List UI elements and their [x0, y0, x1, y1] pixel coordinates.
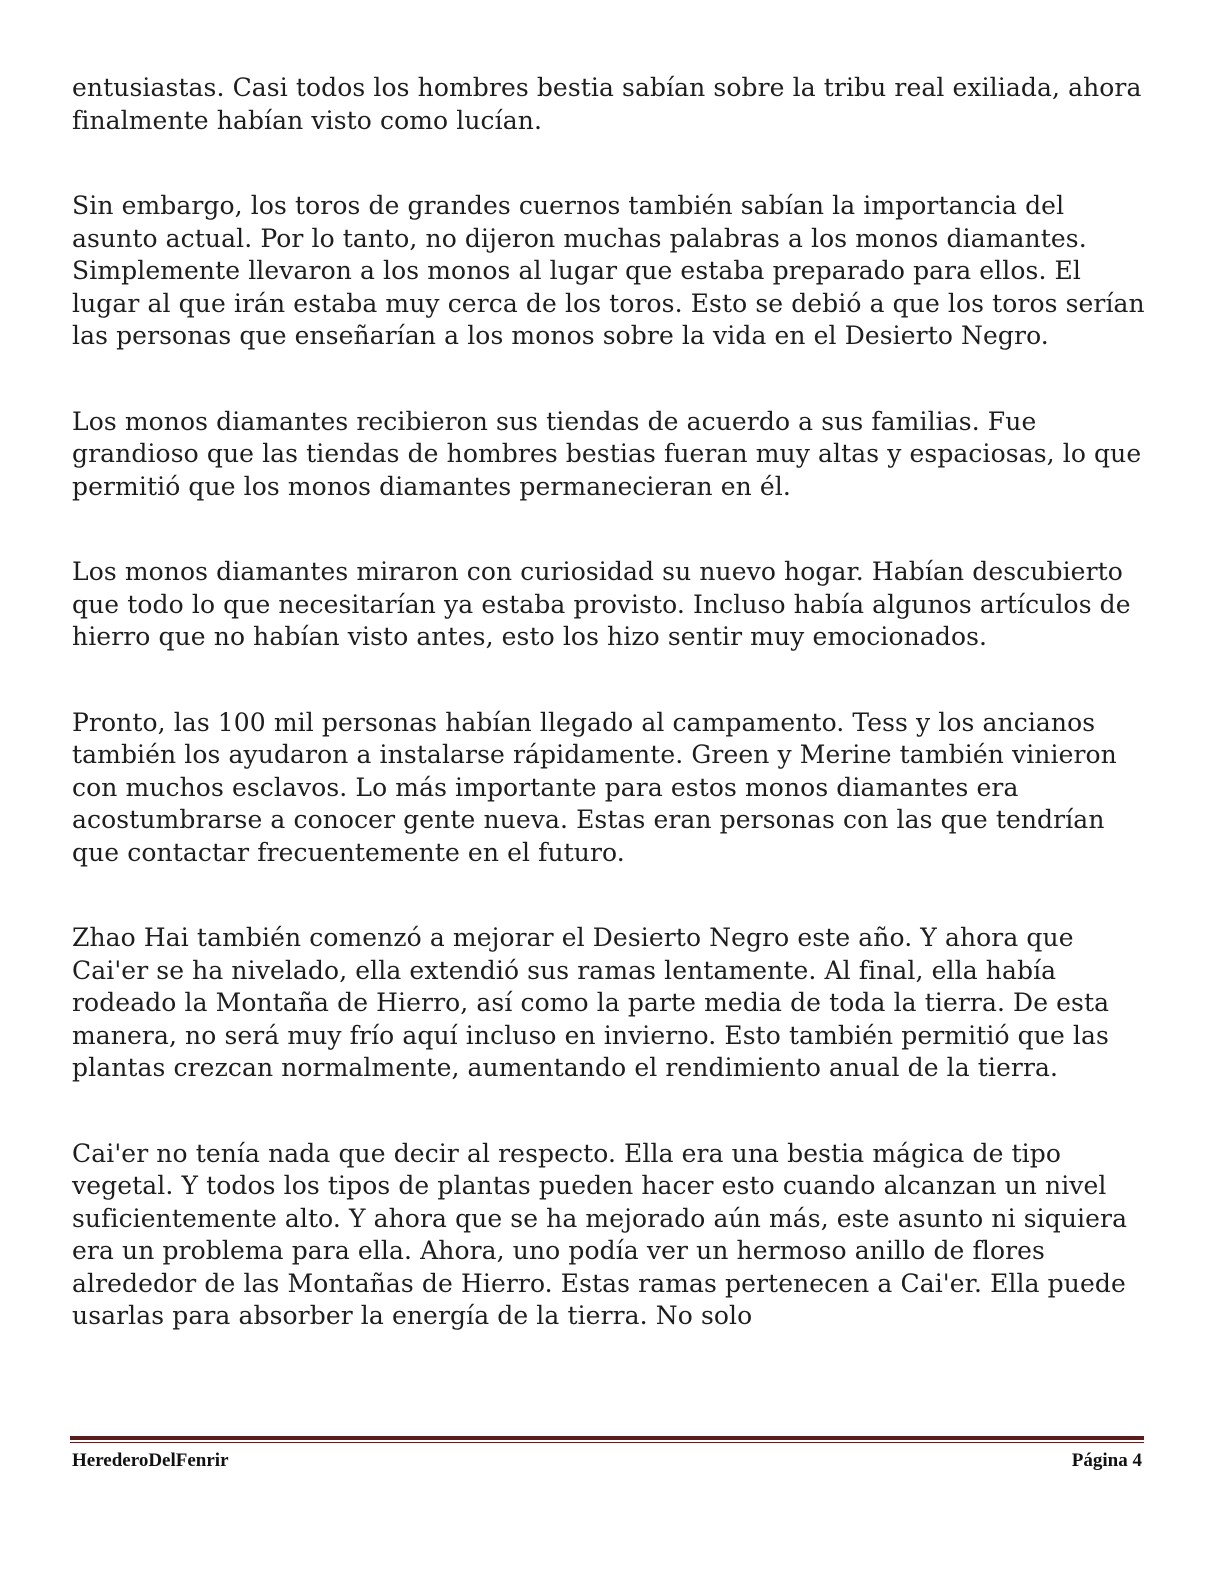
footer-divider — [70, 1436, 1144, 1444]
paragraph: Cai'er no tenía nada que decir al respecto. Ella era una bestia mágica de tipo vegetal. Y todos los tipos de plantas pueden hacer esto cuando alcanzan un nivel suficientemente alto. Y ahora que se ha mejorado aún más, este asunto ni siquiera era un problema para ella. Ahora, uno podía ver un hermoso anillo de flores alrededor de las Montañas de Hierro. Estas ramas pertenecen a Cai'er. Ella puede usarlas para absorber la energía de la tierra. No solo — [72, 1138, 1128, 1330]
paragraph: Sin embargo, los toros de grandes cuernos también sabían la importancia del asunto actual. Por lo tanto, no dijeron muchas palabras a los monos diamantes. Simplemente llevaron a los monos al lugar que estaba preparado para ellos. El lugar al que irán estaba muy cerca de los toros. Esto se debió a que los toros serían las personas que enseñarían a los monos sobre la vida en el Desierto Negro. — [72, 191, 1145, 350]
page-number: Página 4 — [1071, 1450, 1142, 1471]
paragraph: Los monos diamantes miraron con curiosidad su nuevo hogar. Habían descubierto que todo lo que necesitarían ya estaba provisto. Incluso había algunos artículos de hierro que no habían visto antes, esto los hizo sentir muy emocionados. — [72, 557, 1131, 651]
footer-divider-thin — [70, 1442, 1144, 1443]
paragraph: entusiastas. Casi todos los hombres bestia sabían sobre la tribu real exiliada, ahora finalmente habían visto como lucían. — [72, 73, 1142, 135]
footer-author: HerederoDelFenrir — [72, 1450, 229, 1471]
paragraph: Pronto, las 100 mil personas habían llegado al campamento. Tess y los ancianos también los ayudaron a instalarse rápidamente. Green y Merine también vinieron con muchos esclavos. Lo más importante para estos monos diamantes era acostumbrarse a conocer gente nueva. Estas eran personas con las que tendrían que contactar frecuentemente en el futuro. — [72, 707, 1117, 867]
paragraph: Zhao Hai también comenzó a mejorar el Desierto Negro este año. Y ahora que Cai'er se ha nivelado, ella extendió sus ramas lentamente. Al final, ella había rodeado la Montaña de Hierro, así como la parte media de toda la tierra. De esta manera, no será muy frío aquí incluso en invierno. Esto también permitió que las plantas crezcan normalmente, aumentando el rendimiento anual de la tierra. — [72, 923, 1110, 1082]
footer-divider-thick — [70, 1436, 1144, 1440]
paragraph: Los monos diamantes recibieron sus tiendas de acuerdo a sus familias. Fue grandioso que las tiendas de hombres bestias fueran muy altas y espaciosas, lo que permitió que los monos diamantes permanecieran en él. — [72, 406, 1142, 501]
body-text — [72, 72, 1152, 1333]
